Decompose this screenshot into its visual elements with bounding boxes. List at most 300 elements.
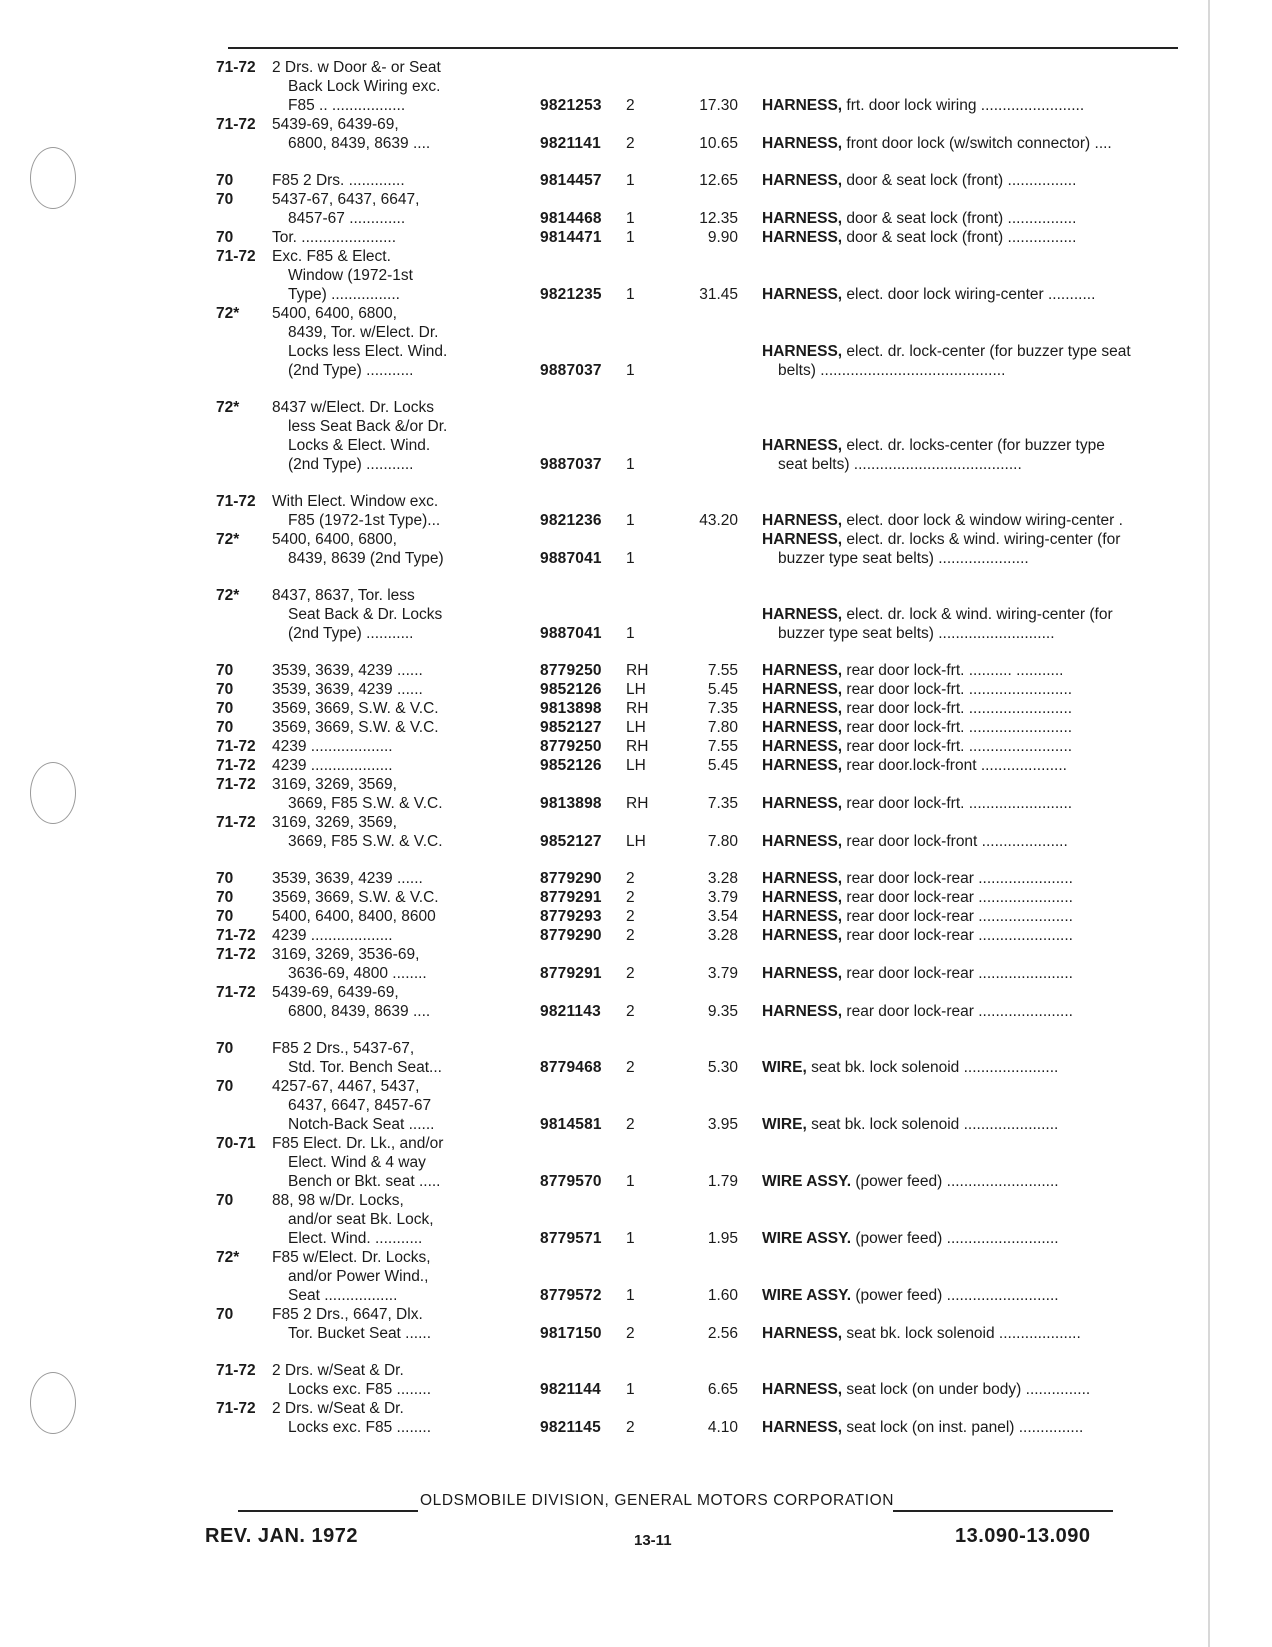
application-line: Tor. ...................... <box>272 229 397 246</box>
list-price: 3.79 <box>707 965 738 982</box>
model-year: 72* <box>216 305 240 322</box>
description-type: HARNESS, <box>762 662 843 679</box>
model-year: 71-72 <box>216 493 256 510</box>
quantity: 2 <box>626 908 635 925</box>
description-text: rear door lock-rear ...................... <box>846 870 1073 887</box>
model-year: 71-72 <box>216 59 256 76</box>
list-price: 7.35 <box>707 795 738 812</box>
description-line <box>762 661 1181 680</box>
application-line: 3539, 3639, 4239 ...... <box>272 681 423 698</box>
description-text: seat bk. lock solenoid ...................... <box>811 1059 1059 1076</box>
description <box>738 661 1181 680</box>
description-line <box>762 1058 1181 1077</box>
quantity: LH <box>626 681 646 698</box>
application-line: 2 Drs. w/Seat & Dr. <box>272 1362 404 1379</box>
model-year: 71-72 <box>216 1400 256 1417</box>
application-line: 2 Drs. w/Seat & Dr. <box>272 1400 404 1417</box>
application-line: F85 2 Drs., 5437-67, <box>272 1040 415 1057</box>
part-number: 8779290 <box>540 870 602 887</box>
description-line <box>762 907 1181 926</box>
application <box>272 1039 540 1077</box>
catalog-row <box>216 1077 1181 1134</box>
page-edge-shadow <box>1208 0 1210 1647</box>
application <box>272 718 540 737</box>
model-year: 71-72 <box>216 984 256 1001</box>
application <box>272 1191 540 1248</box>
application-line: Seat Back & Dr. Locks <box>288 606 443 623</box>
application <box>272 1134 540 1191</box>
catalog-row <box>216 398 1181 474</box>
application <box>272 983 540 1021</box>
application-line: less Seat Back &/or Dr. <box>288 418 448 435</box>
list-price: 12.65 <box>699 172 738 189</box>
part-number: 8779291 <box>540 965 602 982</box>
application <box>272 907 540 926</box>
quantity: 1 <box>626 1173 635 1190</box>
list-price: 31.45 <box>699 286 738 303</box>
application-line: 3169, 3269, 3569, <box>272 814 397 831</box>
description <box>738 756 1181 775</box>
list-price: 7.55 <box>707 738 738 755</box>
model-year: 70 <box>216 1192 234 1209</box>
footer-page-number: 13-11 <box>634 1532 672 1549</box>
application-line: F85 2 Drs., 6647, Dlx. <box>272 1306 423 1323</box>
catalog-row <box>216 1399 1181 1437</box>
description-line <box>762 926 1181 945</box>
part-number: 9814457 <box>540 172 602 189</box>
description-text: rear door.lock-front .................... <box>846 757 1067 774</box>
description <box>738 680 1181 699</box>
model-year: 71-72 <box>216 248 256 265</box>
application <box>272 228 540 247</box>
application <box>272 699 540 718</box>
part-number: 9813898 <box>540 700 602 717</box>
application-line: 8457-67 ............. <box>288 210 406 227</box>
list-price: 1.79 <box>707 1173 738 1190</box>
description-text: front door lock (w/switch connector) .... <box>846 135 1112 152</box>
description-line <box>762 134 1181 153</box>
list-price: 3.95 <box>707 1116 738 1133</box>
description-line <box>762 718 1181 737</box>
list-price: 3.28 <box>707 870 738 887</box>
application <box>272 58 540 115</box>
quantity: 1 <box>626 512 635 529</box>
application <box>272 1077 540 1134</box>
list-price: 5.45 <box>707 757 738 774</box>
part-number: 9852126 <box>540 757 602 774</box>
application-line: (2nd Type) ........... <box>288 362 414 379</box>
description-type: HARNESS, <box>762 700 843 717</box>
application-line: 4239 ................... <box>272 738 393 755</box>
quantity: 1 <box>626 286 635 303</box>
application-line: and/or seat Bk. Lock, <box>288 1211 434 1228</box>
application <box>272 1399 540 1437</box>
quantity: 2 <box>626 927 635 944</box>
catalog-row <box>216 680 1181 699</box>
quantity: 1 <box>626 362 635 379</box>
description-type: WIRE ASSY. <box>762 1173 851 1190</box>
description <box>738 737 1181 756</box>
model-year: 72* <box>216 587 240 604</box>
quantity: RH <box>626 662 649 679</box>
catalog-row <box>216 1039 1181 1077</box>
description-line <box>762 869 1181 888</box>
application-line: Exc. F85 & Elect. <box>272 248 391 265</box>
catalog-row <box>216 756 1181 775</box>
description <box>738 1058 1181 1077</box>
model-year: 71-72 <box>216 116 256 133</box>
description-type: HARNESS, <box>762 1419 843 1436</box>
top-rule <box>228 47 1178 49</box>
part-number: 9887041 <box>540 550 602 567</box>
quantity: 2 <box>626 889 635 906</box>
description-type: HARNESS, <box>762 97 843 114</box>
model-year: 70 <box>216 1306 234 1323</box>
list-price: 4.10 <box>707 1419 738 1436</box>
punch-hole-top <box>30 147 76 209</box>
application <box>272 1305 540 1343</box>
description-text: seat bk. lock solenoid ...................... <box>811 1116 1059 1133</box>
model-year: 70 <box>216 1040 234 1057</box>
part-number: 8779572 <box>540 1287 602 1304</box>
list-price: 7.35 <box>707 700 738 717</box>
model-year: 70 <box>216 172 234 189</box>
model-year: 70 <box>216 191 234 208</box>
list-price: 6.65 <box>707 1381 738 1398</box>
quantity: 2 <box>626 1003 635 1020</box>
description-text: seat lock (on under body) ............... <box>846 1381 1091 1398</box>
description-line <box>762 171 1181 190</box>
description <box>738 342 1181 380</box>
application-line: (2nd Type) ........... <box>288 625 414 642</box>
quantity: 2 <box>626 1059 635 1076</box>
description-line <box>762 285 1181 304</box>
list-price: 7.80 <box>707 833 738 850</box>
catalog-row <box>216 171 1181 190</box>
application-line: Back Lock Wiring exc. <box>288 78 441 95</box>
application-line: Tor. Bucket Seat ...... <box>288 1325 432 1342</box>
footer-revision-date: REV. JAN. 1972 <box>205 1525 359 1547</box>
catalog-row <box>216 228 1181 247</box>
model-year: 71-72 <box>216 927 256 944</box>
description-line <box>762 1229 1181 1248</box>
footer-section-number: 13.090-13.090 <box>955 1525 1091 1547</box>
model-year: 71-72 <box>216 757 256 774</box>
quantity: 1 <box>626 1287 635 1304</box>
application-line: Std. Tor. Bench Seat... <box>288 1059 442 1076</box>
part-number: 8779468 <box>540 1059 602 1076</box>
list-price: 17.30 <box>699 97 738 114</box>
application-line: 3669, F85 S.W. & V.C. <box>288 833 443 850</box>
application-line: 2 Drs. w Door &- or Seat <box>272 59 441 76</box>
description-text: (power feed) .......................... <box>855 1287 1059 1304</box>
quantity: 2 <box>626 1325 635 1342</box>
description-text: rear door lock-rear ...................... <box>846 1003 1073 1020</box>
catalog-row <box>216 58 1181 115</box>
catalog-row <box>216 247 1181 304</box>
description <box>738 832 1181 851</box>
application-line: 6437, 6647, 8457-67 <box>288 1097 432 1114</box>
part-number: 8779290 <box>540 927 602 944</box>
quantity: 2 <box>626 97 635 114</box>
quantity: RH <box>626 738 649 755</box>
description-type: HARNESS, <box>762 229 843 246</box>
description-type: HARNESS, <box>762 719 843 736</box>
description-text: rear door lock-frt. ........................ <box>846 681 1073 698</box>
application-line: F85 .. ................. <box>288 97 406 114</box>
application-line: 5439-69, 6439-69, <box>272 984 399 1001</box>
model-year: 70-71 <box>216 1135 256 1152</box>
description <box>738 209 1181 228</box>
application <box>272 945 540 983</box>
part-number: 9814581 <box>540 1116 602 1133</box>
description-text: door & seat lock (front) ................ <box>846 229 1077 246</box>
description <box>738 1324 1181 1343</box>
description-text: rear door lock-rear ...................... <box>846 889 1073 906</box>
application-line: Locks & Elect. Wind. <box>288 437 431 454</box>
part-number: 9821143 <box>540 1003 601 1020</box>
description-text: rear door lock-front .................... <box>846 833 1068 850</box>
application-line: F85 Elect. Dr. Lk., and/or <box>272 1135 444 1152</box>
list-price: 9.35 <box>707 1003 738 1020</box>
description-text: rear door lock-frt. ........................ <box>846 738 1073 755</box>
description-text: frt. door lock wiring ........................ <box>846 97 1085 114</box>
application-line: 3569, 3669, S.W. & V.C. <box>272 700 439 717</box>
application-line: 3539, 3639, 4239 ...... <box>272 870 423 887</box>
quantity: 1 <box>626 625 635 642</box>
part-number: 9821235 <box>540 286 602 303</box>
application-line: F85 2 Drs. ............. <box>272 172 405 189</box>
model-year: 70 <box>216 700 234 717</box>
application <box>272 492 540 530</box>
description-type: HARNESS, <box>762 889 843 906</box>
description-text: elect. dr. locks & wind. wiring-center (for <box>846 531 1121 548</box>
description-type: HARNESS, <box>762 343 843 360</box>
part-number: 9817150 <box>540 1325 602 1342</box>
quantity: 1 <box>626 229 635 246</box>
model-year: 70 <box>216 908 234 925</box>
description-line <box>762 1172 1181 1191</box>
footer-rule-right <box>893 1510 1113 1512</box>
application-line: Locks exc. F85 ........ <box>288 1381 431 1398</box>
model-year: 70 <box>216 889 234 906</box>
application-line: and/or Power Wind., <box>288 1268 429 1285</box>
part-number: 9821253 <box>540 97 602 114</box>
description-text: rear door lock-rear ...................... <box>846 908 1073 925</box>
description-type: HARNESS, <box>762 606 843 623</box>
description-text: elect. dr. lock & wind. wiring-center (for <box>846 606 1113 623</box>
catalog-row <box>216 699 1181 718</box>
catalog-row <box>216 115 1181 153</box>
description <box>738 96 1181 115</box>
description-type: HARNESS, <box>762 172 843 189</box>
application <box>272 775 540 813</box>
quantity: 2 <box>626 870 635 887</box>
model-year: 72* <box>216 399 240 416</box>
application-line: 3539, 3639, 4239 ...... <box>272 662 423 679</box>
part-number: 9813898 <box>540 795 602 812</box>
application-line: 4239 ................... <box>272 927 393 944</box>
description-text: elect. dr. lock-center (for buzzer type seat <box>846 343 1131 360</box>
model-year: 71-72 <box>216 776 256 793</box>
description <box>738 1286 1181 1305</box>
description-line <box>762 964 1181 983</box>
description-text: rear door lock-rear ...................... <box>846 965 1073 982</box>
quantity: 1 <box>626 550 635 567</box>
catalog-row <box>216 737 1181 756</box>
description-type: HARNESS, <box>762 531 843 548</box>
model-year: 70 <box>216 662 234 679</box>
model-year: 70 <box>216 870 234 887</box>
catalog-row <box>216 983 1181 1021</box>
description-line <box>762 605 1181 624</box>
description-type: HARNESS, <box>762 965 843 982</box>
application <box>272 926 540 945</box>
application-line: Locks less Elect. Wind. <box>288 343 448 360</box>
application-line: Elect. Wind. ........... <box>288 1230 423 1247</box>
description <box>738 1002 1181 1021</box>
catalog-row <box>216 586 1181 643</box>
quantity: 2 <box>626 965 635 982</box>
description <box>738 134 1181 153</box>
description-text: elect. door lock wiring-center ........... <box>846 286 1096 303</box>
description-type: HARNESS, <box>762 135 843 152</box>
description-type: HARNESS, <box>762 870 843 887</box>
description-type: HARNESS, <box>762 1325 843 1342</box>
application-line: Locks exc. F85 ........ <box>288 1419 431 1436</box>
description-type: WIRE ASSY. <box>762 1230 851 1247</box>
description-line <box>762 549 1181 568</box>
application-line: 8437 w/Elect. Dr. Locks <box>272 399 434 416</box>
description-type: HARNESS, <box>762 681 843 698</box>
footer-rule-left <box>238 1510 418 1512</box>
description-type: HARNESS, <box>762 512 843 529</box>
description <box>738 1172 1181 1191</box>
application-line: (2nd Type) ........... <box>288 456 414 473</box>
part-number: 8779570 <box>540 1173 602 1190</box>
description-type: HARNESS, <box>762 757 843 774</box>
list-price: 2.56 <box>707 1325 738 1342</box>
quantity: LH <box>626 719 646 736</box>
description-line <box>762 832 1181 851</box>
description-line <box>762 530 1181 549</box>
quantity: 1 <box>626 456 635 473</box>
application-line: Window (1972-1st <box>288 267 413 284</box>
quantity: RH <box>626 795 649 812</box>
catalog-row <box>216 530 1181 568</box>
model-year: 71-72 <box>216 1362 256 1379</box>
catalog-row <box>216 888 1181 907</box>
description-line <box>762 1002 1181 1021</box>
application-line: 88, 98 w/Dr. Locks, <box>272 1192 404 1209</box>
catalog-row <box>216 1305 1181 1343</box>
description-line <box>762 342 1181 361</box>
description-line <box>762 96 1181 115</box>
model-year: 70 <box>216 229 234 246</box>
description <box>738 511 1181 530</box>
description-type: WIRE, <box>762 1116 807 1133</box>
description-type: HARNESS, <box>762 738 843 755</box>
application <box>272 1361 540 1399</box>
model-year: 71-72 <box>216 814 256 831</box>
part-number: 9852126 <box>540 681 602 698</box>
application <box>272 171 540 190</box>
application-line: F85 (1972-1st Type)... <box>288 512 441 529</box>
list-price: 3.79 <box>707 889 738 906</box>
description <box>738 228 1181 247</box>
description-type: HARNESS, <box>762 210 843 227</box>
part-number: 9821236 <box>540 512 602 529</box>
description-text: (power feed) .......................... <box>855 1173 1059 1190</box>
description-line <box>762 361 1181 380</box>
part-number: 9821144 <box>540 1381 601 1398</box>
description-line <box>762 1418 1181 1437</box>
catalog-row <box>216 190 1181 228</box>
description-type: WIRE ASSY. <box>762 1287 851 1304</box>
description-line <box>762 1324 1181 1343</box>
description-type: HARNESS, <box>762 286 843 303</box>
description-type: HARNESS, <box>762 1003 843 1020</box>
description-line <box>762 737 1181 756</box>
application <box>272 869 540 888</box>
application-line: 3169, 3269, 3536-69, <box>272 946 420 963</box>
part-number: 9852127 <box>540 833 602 850</box>
description-type: HARNESS, <box>762 437 843 454</box>
description-text: rear door lock-rear ...................... <box>846 927 1073 944</box>
part-number: 9814468 <box>540 210 602 227</box>
punch-hole-bottom <box>30 1372 76 1434</box>
description-type: HARNESS, <box>762 833 843 850</box>
punch-hole-middle <box>30 762 76 824</box>
description-text: rear door lock-frt. .......... ........... <box>846 662 1064 679</box>
description-text: seat belts) ....................................... <box>778 456 1022 473</box>
application-line: 4239 ................... <box>272 757 393 774</box>
application <box>272 1248 540 1305</box>
description-line <box>762 699 1181 718</box>
description-line <box>762 511 1181 530</box>
description-line <box>762 455 1181 474</box>
application-line: 5439-69, 6439-69, <box>272 116 399 133</box>
description <box>738 699 1181 718</box>
list-price: 1.60 <box>707 1287 738 1304</box>
catalog-row <box>216 661 1181 680</box>
description-line <box>762 209 1181 228</box>
list-price: 3.28 <box>707 927 738 944</box>
description-type: HARNESS, <box>762 908 843 925</box>
catalog-row <box>216 304 1181 380</box>
description <box>738 285 1181 304</box>
quantity: 2 <box>626 1116 635 1133</box>
description-line <box>762 680 1181 699</box>
quantity: 2 <box>626 1419 635 1436</box>
application <box>272 398 540 474</box>
list-price: 5.45 <box>707 681 738 698</box>
application-line: 6800, 8439, 8639 .... <box>288 1003 431 1020</box>
description-line <box>762 436 1181 455</box>
description-line <box>762 1115 1181 1134</box>
description-text: door & seat lock (front) ................ <box>846 172 1077 189</box>
description <box>738 718 1181 737</box>
application-line: 8437, 8637, Tor. less <box>272 587 415 604</box>
part-number: 8779293 <box>540 908 602 925</box>
part-number: 9821141 <box>540 135 601 152</box>
description-type: HARNESS, <box>762 1381 843 1398</box>
catalog-row <box>216 813 1181 851</box>
quantity: 1 <box>626 1381 635 1398</box>
model-year: 72* <box>216 531 240 548</box>
description-line <box>762 794 1181 813</box>
description-text: (power feed) .......................... <box>855 1230 1059 1247</box>
